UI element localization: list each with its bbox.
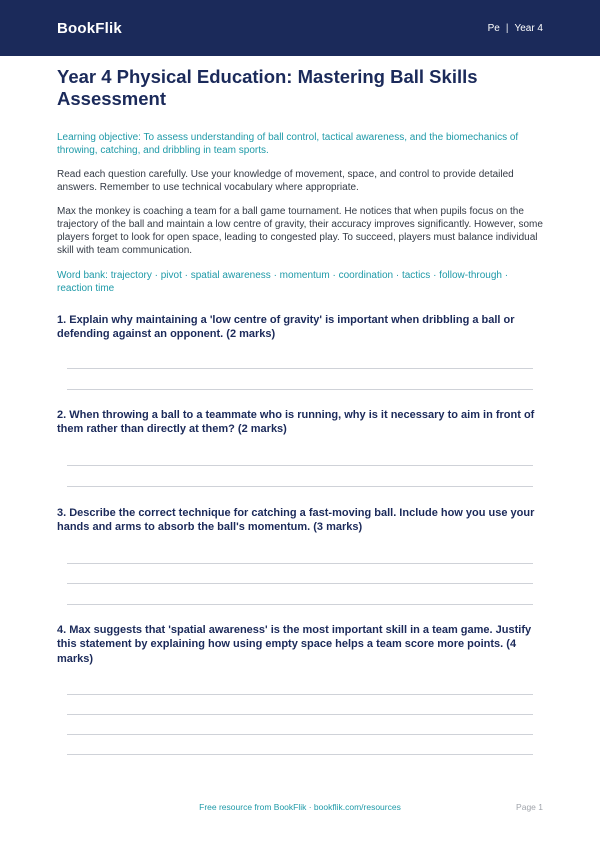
answer-area[interactable]	[67, 465, 533, 487]
answer-line	[67, 714, 533, 715]
answer-line	[67, 389, 533, 390]
question-text: 4. Max suggests that 'spatial awareness' is the most important skill in a team game. Justify this statement by explaining how using empty space helps a team score more points. (4 marks)	[57, 623, 532, 665]
answer-line	[67, 368, 533, 369]
question-1	[57, 313, 543, 390]
answer-line	[67, 754, 533, 755]
answer-line	[67, 465, 533, 466]
subject-label: Pe	[487, 22, 500, 34]
answer-line	[67, 486, 533, 487]
question-4	[57, 623, 543, 756]
instructions-text: Read each question carefully. Use your knowledge of movement, space, and control to provide detailed answers. Remember to use technical vocabulary where appropriate.	[57, 169, 514, 194]
answer-line	[67, 563, 533, 564]
question-3	[57, 506, 543, 605]
header-bar	[0, 0, 600, 56]
answer-area[interactable]	[67, 694, 533, 755]
answer-area[interactable]	[67, 368, 533, 390]
page-title: Year 4 Physical Education: Mastering Ball Skills Assessment	[57, 66, 478, 109]
scenario-text: Max the monkey is coaching a team for a ball game tournament. He notices that when pupils focus on the trajectory of the ball and maintain a low centre of gravity, their accuracy improves significantly. However, some players forget to look for open space, leading to congested play. To succeed, players must balance individual skill with team communication.	[57, 205, 543, 257]
question-2	[57, 408, 543, 487]
answer-line	[67, 604, 533, 605]
question-text: 2. When throwing a ball to a teammate who is running, why is it necessary to aim in front of them rather than directly at them? (2 marks)	[57, 408, 535, 436]
footer-resource-link[interactable]: Free resource from BookFlik · bookflik.com/resources	[199, 802, 401, 812]
year-label: Year 4	[514, 22, 543, 34]
page-number: Page 1	[516, 802, 543, 812]
answer-line	[67, 694, 533, 695]
learning-objective: Learning objective: To assess understanding of ball control, tactical awareness, and the biomechanics of throwing, catching, and dribbling in team sports.	[57, 132, 519, 156]
answer-line	[67, 734, 533, 735]
answer-line	[67, 583, 533, 584]
question-text: 1. Explain why maintaining a 'low centre of gravity' is important when dribbling a ball or defending against an opponent. (2 marks)	[57, 313, 515, 341]
meta-separator: |	[505, 22, 509, 34]
question-text: 3. Describe the correct technique for catching a fast-moving ball. Include how you use your hands and arms to absorb the ball's momentum. (3 marks)	[57, 506, 535, 534]
worksheet-content	[57, 66, 543, 755]
subject-year-label	[488, 23, 543, 34]
word-bank: Word bank: trajectory · pivot · spatial awareness · momentum · coordination · tactics · follow-through · reaction time	[57, 269, 509, 294]
answer-area[interactable]	[67, 563, 533, 605]
brand-logo[interactable]: BookFlik	[57, 19, 122, 37]
